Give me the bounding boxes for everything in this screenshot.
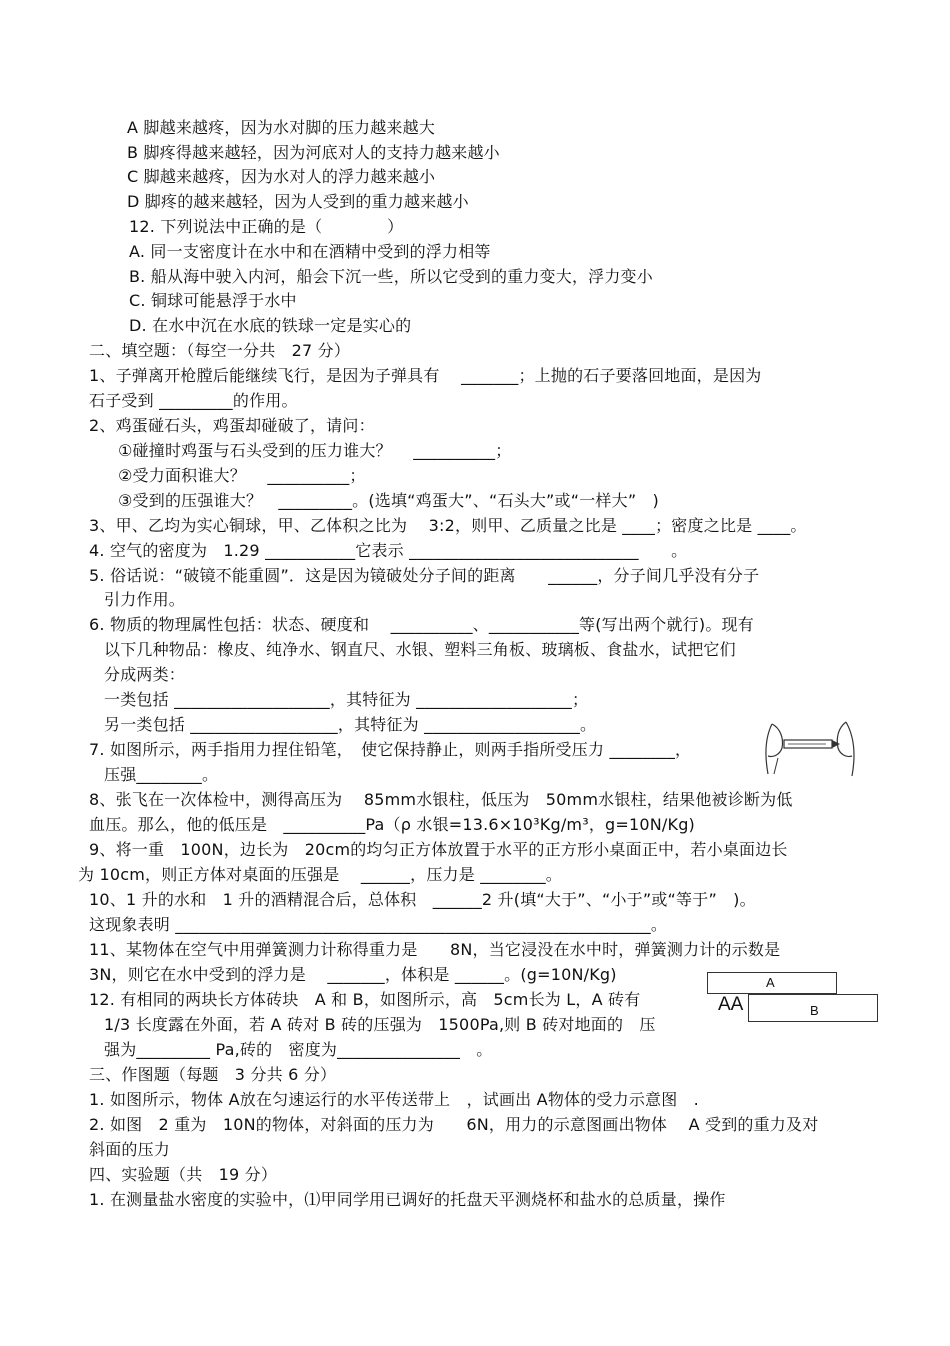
draw-q2-line1: 2. 如图 2 重为 10N的物体，对斜面的压力为 6N，用力的示意图画出物体 A 受到的重力及对 <box>89 1115 819 1134</box>
fill-q7-line1: 7. 如图所示，两手指用力捏住铅笔， 使它保持静止，则两手指所受压力 ________， <box>89 740 692 759</box>
q11-option-b: B 脚疼得越来越轻，因为河底对人的支持力越来越小 <box>127 143 500 162</box>
fill-q6-line1: 6. 物质的物理属性包括：状态、硬度和 __________、___________等(写出两个就行)。现有 <box>89 615 754 634</box>
fill-q2-sub3: ③受到的压强谁大？ _________。(选填“鸡蛋大”、“石头大”或“一样大” ) <box>118 491 659 510</box>
brick-b-label: B <box>810 1003 819 1018</box>
q12-option-c: C. 铜球可能悬浮于水中 <box>129 291 297 310</box>
q12-option-a: A. 同一支密度计在水中和在酒精中受到的浮力相等 <box>129 242 491 261</box>
draw-q2-line2: 斜面的压力 <box>89 1140 171 1159</box>
q12-stem: 12. 下列说法中正确的是（ ） <box>129 217 404 236</box>
fill-q10-line1: 10、1 升的水和 1 升的酒精混合后，总体积 ______2 升(填“大于”、“小于”或“等于” )。 <box>89 890 756 909</box>
fill-q9-line2: 为 10cm，则正方体对桌面的压强是 ______，压力是 ________。 <box>78 865 563 884</box>
fill-q8-line2: 血压。那么，他的低压是 __________Pa（ρ 水银=13.6×10³Kg/m³，g=10N/Kg) <box>89 815 695 834</box>
fill-q7-line2: 压强________。 <box>104 765 219 784</box>
fill-q6-line3: 分成两类： <box>104 665 186 684</box>
fill-q4: 4. 空气的密度为 1.29 ___________它表示 ____________________________ 。 <box>89 541 688 560</box>
fill-q9-line1: 9、将一重 100N，边长为 20cm的均匀正方体放置于水平的正方形小桌面正中，若小桌面边长 <box>89 840 788 859</box>
bricks-figure <box>705 972 880 1024</box>
fill-q12-line2: 1/3 长度露在外面，若 A 砖对 B 砖的压强为 1500Pa,则 B 砖对地面的 压 <box>104 1015 656 1034</box>
fill-q5-line1: 5. 俗话说：“破镜不能重圆”．这是因为镜破处分子间的距离 ______，分子间几乎没有分子 <box>89 566 760 585</box>
fill-q5-line2: 引力作用。 <box>104 590 186 609</box>
fill-q8-line1: 8、张飞在一次体检中，测得高压为 85mm水银柱，低压为 50mm水银柱，结果他被诊断为低 <box>89 790 793 809</box>
pencil-fingers-figure <box>760 718 860 780</box>
draw-q1: 1. 如图所示，物体 A放在匀速运行的水平传送带上 ，试画出 A物体的受力示意图 . <box>89 1090 699 1109</box>
fill-q1-line2: 石子受到 _________的作用。 <box>89 391 298 410</box>
brick-a-label: A <box>766 975 775 990</box>
fill-q2-sub1: ①碰撞时鸡蛋与石头受到的压力谁大？ __________； <box>118 441 512 460</box>
q12-option-b: B. 船从海中驶入内河，船会下沉一些，所以它受到的重力变大，浮力变小 <box>129 267 653 286</box>
fill-q10-line2: 这现象表明 __________________________________________________________。 <box>89 915 668 934</box>
q11-option-d: D 脚疼的越来越轻，因为人受到的重力越来越小 <box>127 192 469 211</box>
q11-option-a: A 脚越来越疼，因为水对脚的压力越来越大 <box>127 118 436 137</box>
section-drawing-heading: 三、作图题（每题 3 分共 6 分） <box>89 1065 337 1084</box>
section-experiment-heading: 四、实验题（共 19 分） <box>89 1165 278 1184</box>
q11-option-c: C 脚越来越疼，因为水对人的浮力越来越小 <box>127 167 436 186</box>
fill-q11-line1: 11、某物体在空气中用弹簧测力计称得重力是 8N，当它浸没在水中时，弹簧测力计的示数是 <box>89 940 781 959</box>
fill-q6-line4: 一类包括 ___________________，其特征为 ___________________； <box>104 690 589 709</box>
section-fill-heading: 二、填空题：（每空一分共 27 分） <box>89 341 351 360</box>
fill-q1-line1: 1、子弹离开枪膛后能继续飞行，是因为子弹具有 _______；上抛的石子要落回地面，是因为 <box>89 366 762 385</box>
fill-q12-line1: 12. 有相同的两块长方体砖块 A 和 B，如图所示，高 5cm长为 L，A 砖有 <box>89 990 641 1009</box>
fill-q2-stem: 2、鸡蛋碰石头，鸡蛋却碰破了，请问： <box>89 416 375 435</box>
exp-q1-line1: 1. 在测量盐水密度的实验中，⑴甲同学用已调好的托盘天平测烧杯和盐水的总质量，操作 <box>89 1190 726 1209</box>
fill-q11-line2: 3N，则它在水中受到的浮力是 _______，体积是 ______。(g=10N/Kg) <box>89 965 617 984</box>
fill-q6-line5: 另一类包括 __________________，其特征为 ___________________。 <box>104 715 597 734</box>
fill-q2-sub2: ②受力面积谁大？ __________； <box>118 466 366 485</box>
q12-option-d: D. 在水中沉在水底的铁球一定是实心的 <box>129 316 412 335</box>
fill-q6-line2: 以下几种物品：橡皮、纯净水、钢直尺、水银、塑料三角板、玻璃板、食盐水，试把它们 <box>104 640 736 659</box>
fill-q12-line3: 强为_________ Pa,砖的 密度为_______________ 。 <box>104 1040 493 1059</box>
fill-q3: 3、甲、乙均为实心铜球，甲、乙体积之比为 3:2，则甲、乙质量之比是 ____；密度之比是 ____。 <box>89 516 807 535</box>
brick-aa-label: AA <box>718 994 744 1015</box>
